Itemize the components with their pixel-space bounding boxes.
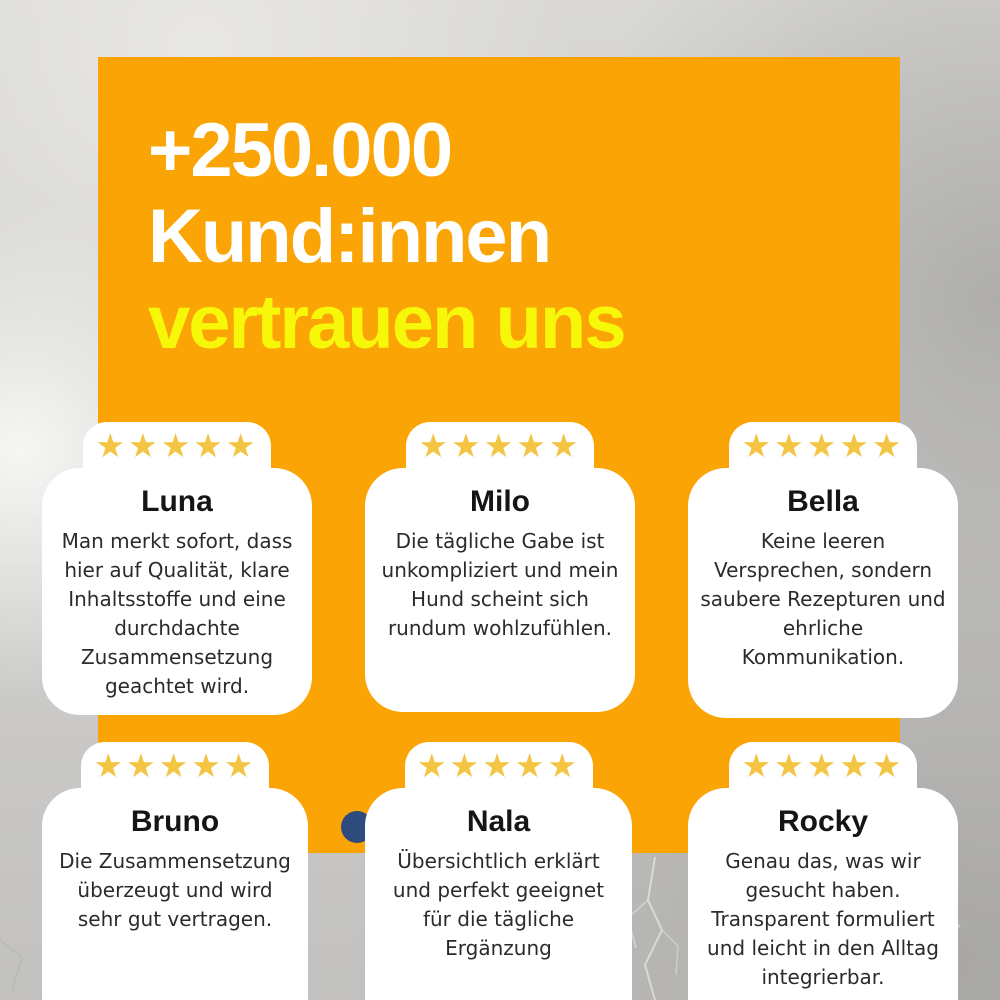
reviewer-name: Bella	[787, 485, 859, 518]
reviewer-name: Milo	[470, 485, 530, 518]
card-body	[688, 468, 958, 718]
reviewer-name: Bruno	[130, 805, 220, 838]
headline-line3: vertrauen uns	[148, 280, 625, 365]
testimonial-card-rocky	[688, 742, 958, 1000]
card-body	[42, 468, 312, 715]
card-body	[688, 788, 958, 1000]
review-text: Die Zusammensetzung überzeugt und wird sehr gut vertragen.	[59, 849, 291, 931]
testimonial-card-milo	[365, 422, 635, 712]
reviewer-name: Nala	[466, 805, 531, 838]
headline-line2: Kund:innen	[148, 194, 551, 279]
reviewer-name: Rocky	[777, 805, 869, 838]
testimonial-card-nala	[365, 742, 632, 1000]
testimonial-card-bruno	[42, 742, 308, 1000]
testimonial-card-bella	[688, 422, 958, 718]
review-text: Keine leeren Versprechen, sondern saubere Rezepturen und ehrliche Kommunikation.	[700, 529, 946, 669]
review-text: Man merkt sofort, dass hier auf Qualität, klare Inhaltsstoffe und eine durchdachte Zusammensetzung geachtet wird.	[61, 529, 293, 698]
five-star-rating-icon: ★★★★★	[418, 426, 582, 465]
card-body	[365, 468, 635, 712]
card-body	[365, 788, 632, 1000]
five-star-rating-icon: ★★★★★	[95, 426, 259, 465]
headline-line1: +250.000	[148, 108, 452, 193]
five-star-rating-icon: ★★★★★	[417, 746, 580, 785]
five-star-rating-icon: ★★★★★	[741, 746, 905, 785]
review-text: Genau das, was wir gesucht haben. Transparent formuliert und leicht in den Alltag integrierbar.	[707, 849, 939, 989]
five-star-rating-icon: ★★★★★	[93, 746, 257, 785]
testimonial-card-luna	[42, 422, 312, 715]
card-body	[42, 788, 308, 1000]
reviewer-name: Luna	[141, 485, 213, 518]
review-text: Übersichtlich erklärt und perfekt geeignet für die tägliche Ergänzung	[392, 849, 605, 960]
five-star-rating-icon: ★★★★★	[741, 426, 905, 465]
headline	[148, 108, 625, 366]
review-text: Die tägliche Gabe ist unkompliziert und mein Hund scheint sich rundum wohlzufühlen.	[381, 529, 619, 640]
